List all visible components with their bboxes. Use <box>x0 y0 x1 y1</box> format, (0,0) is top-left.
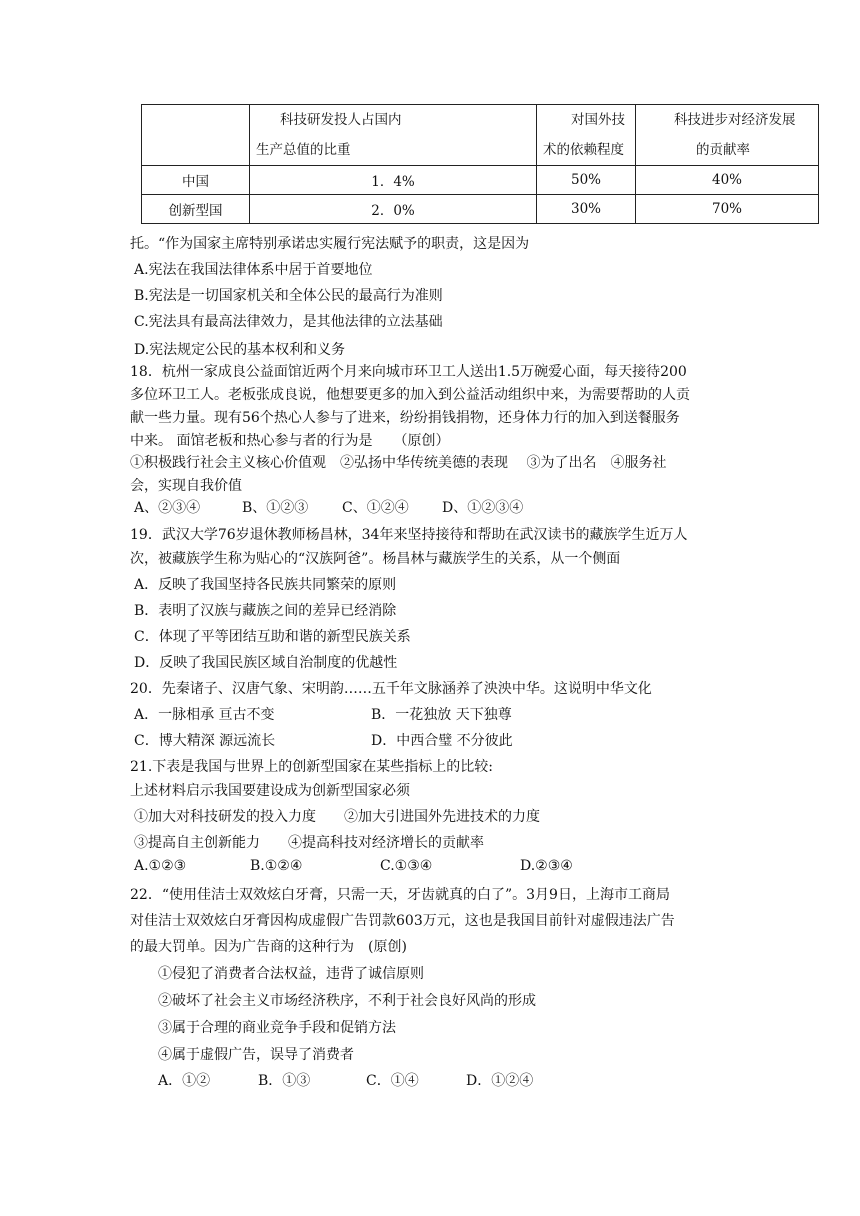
header-line: 生产总值的比重 <box>256 142 351 158</box>
q22-option-d: D．①②④ <box>466 1073 534 1089</box>
table-cell: 40% <box>636 166 819 195</box>
q19-option-c: C．体现了平等团结互助和谐的新型民族关系 <box>134 629 411 645</box>
q20-options-row-2 <box>134 730 513 750</box>
q20-option-a: A．一脉相承 亘古不变 <box>134 707 275 723</box>
question-18-line: 会，实现自我价值 <box>130 478 242 494</box>
q17-option-a: A.宪法在我国法律体系中居于首要地位 <box>134 262 373 278</box>
q18-option-b: B、①②③ <box>242 500 309 516</box>
q21-item-line: ③提高自主创新能力 ④提高科技对经济增长的贡献率 <box>134 835 484 851</box>
table-cell: 30% <box>537 195 636 224</box>
question-19-line: 19．武汉大学76岁退休教师杨昌林，34年来坚持接待和帮助在武汉读书的藏族学生近万人 <box>130 527 688 543</box>
question-20-stem: 20．先秦诸子、汉唐气象、宋明韵……五千年文脉涵养了泱泱中华。这说明中华文化 <box>130 681 652 697</box>
question-22-line: 的最大罚单。因为广告商的这种行为 (原创) <box>130 939 407 955</box>
q21-option-b: B.①②④ <box>250 858 303 874</box>
question-19-line: 次，被藏族学生称为贴心的“汉族阿爸”。杨昌林与藏族学生的关系，从一个侧面 <box>130 551 621 567</box>
table-cell: 创新型国 <box>142 195 250 224</box>
header-line: 的贡献率 <box>696 142 750 158</box>
q22-item: ②破坏了社会主义市场经济秩序，不利于社会良好风尚的形成 <box>158 993 536 1009</box>
q18-options <box>134 497 523 517</box>
q17-option-c: C.宪法具有最高法律效力，是其他法律的立法基础 <box>134 314 443 330</box>
q20-options-row-1 <box>134 704 512 724</box>
question-22-line: 22．“使用佳洁士双效炫白牙膏，只需一天，牙齿就真的白了”。3月9日，上海市工商局 <box>130 887 670 903</box>
table-cell: 50% <box>537 166 636 195</box>
q22-option-c: C．①④ <box>366 1073 419 1089</box>
q18-option-a: A、②③④ <box>134 500 201 516</box>
comparison-table <box>141 104 819 224</box>
table-cell: 中国 <box>142 166 250 195</box>
q21-item-line: ①加大对科技研发的投入力度 ②加大引进国外先进技术的力度 <box>134 809 540 825</box>
question-18-line: 中来。 面馆老板和热心参与者的行为是 （原创） <box>130 433 450 449</box>
question-18-line: 献一些力量。现有56个热心人参与了进来，纷纷捐钱捐物，还身体力行的加入到送餐服务 <box>130 410 680 426</box>
header-line: 术的依赖程度 <box>543 142 624 158</box>
table-header-cell <box>636 105 819 166</box>
table-cell: 1．4% <box>250 166 537 195</box>
table-row <box>142 195 819 224</box>
table-header-cell <box>250 105 537 166</box>
question-17-stem: 托。“作为国家主席特别承诺忠实履行宪法赋予的职责，这是因为 <box>130 236 530 252</box>
table-header-row <box>142 105 819 166</box>
table-row <box>142 166 819 195</box>
question-18-line: ①积极践行社会主义核心价值观 ②弘扬中华传统美德的表现 ③为了出名 ④服务社 <box>130 455 667 471</box>
q17-option-d: D.宪法规定公民的基本权利和义务 <box>134 342 346 358</box>
q21-option-d: D.②③④ <box>520 858 573 874</box>
question-18-line: 18．杭州一家成良公益面馆近两个月来向城市环卫工人送出1.5万碗爱心面，每天接待200 <box>130 364 687 380</box>
q21-option-a: A.①②③ <box>134 858 187 874</box>
question-22-line: 对佳洁士双效炫白牙膏因构成虚假广告罚款603万元，这也是我国目前针对虚假违法广告 <box>130 913 675 929</box>
q18-option-d: D、①②③④ <box>442 500 524 516</box>
q22-option-a: A．①② <box>158 1073 211 1089</box>
q19-option-d: D．反映了我国民族区域自治制度的优越性 <box>134 655 398 671</box>
q18-option-c: C、①②④ <box>342 500 409 516</box>
q20-option-b: B．一花独放 天下独尊 <box>371 707 512 723</box>
header-line: 科技进步对经济发展 <box>674 112 796 128</box>
q22-options <box>158 1070 533 1090</box>
table-cell: 2．0% <box>250 195 537 224</box>
q20-option-d: D．中西合璧 不分彼此 <box>371 733 513 749</box>
table-cell: 70% <box>636 195 819 224</box>
header-line: 对国外技 <box>571 112 625 128</box>
q17-option-b: B.宪法是一切国家机关和全体公民的最高行为准则 <box>134 288 443 304</box>
q22-option-b: B．①③ <box>258 1073 311 1089</box>
q22-item: ①侵犯了消费者合法权益，违背了诚信原则 <box>158 966 424 982</box>
q21-options <box>134 858 573 874</box>
table-header-cell <box>142 105 250 166</box>
q19-option-a: A．反映了我国坚持各民族共同繁荣的原则 <box>134 577 397 593</box>
question-18-line: 多位环卫工人。老板张成良说，他想要更多的加入到公益活动组织中来，为需要帮助的人贡 <box>130 387 690 403</box>
question-21-line: 上述材料启示我国要建设成为创新型国家必须 <box>130 783 410 799</box>
q21-option-c: C.①③④ <box>380 858 433 874</box>
table-header-cell <box>537 105 636 166</box>
q22-item: ④属于虚假广告，误导了消费者 <box>158 1047 354 1063</box>
q20-option-c: C．博大精深 源远流长 <box>134 733 276 749</box>
header-line: 科技研发投人占国内 <box>280 112 402 128</box>
q22-item: ③属于合理的商业竞争手段和促销方法 <box>158 1020 396 1036</box>
question-21-line: 21.下表是我国与世界上的创新型国家在某些指标上的比较: <box>130 759 493 775</box>
q19-option-b: B．表明了汉族与藏族之间的差异已经消除 <box>134 603 397 619</box>
